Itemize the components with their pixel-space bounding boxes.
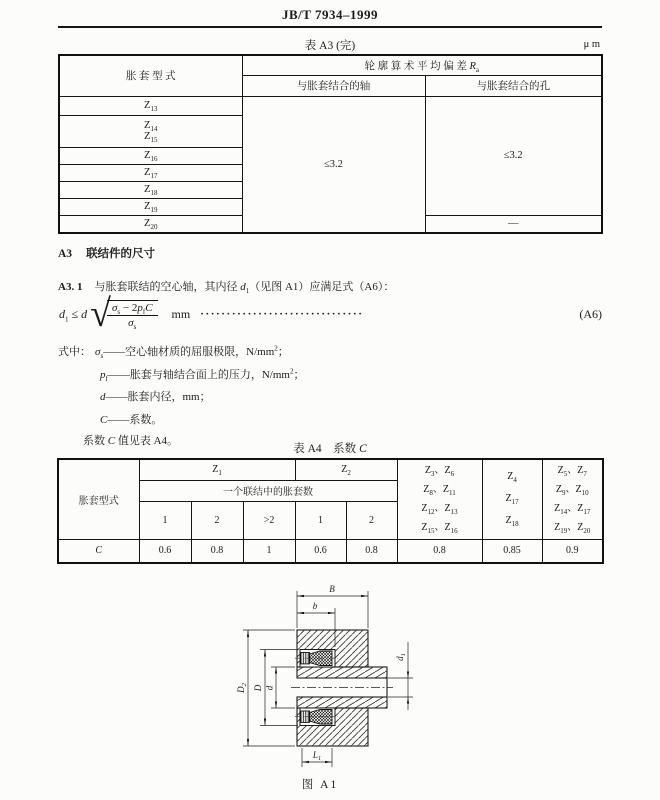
- shaft-ra-value: ≤3.2: [242, 96, 425, 233]
- table-a3-caption: 表 A3 (完): [304, 40, 356, 52]
- c-value: 0.8: [191, 539, 243, 563]
- z1-group-header: $Z_1$: [139, 459, 295, 480]
- screw-lower: [295, 710, 338, 725]
- count-header: 一个联结中的胀套数: [139, 480, 397, 501]
- figure-a1-drawing: [235, 576, 485, 774]
- table-a4-data-row: [58, 539, 603, 563]
- dim-label-D2: $D_2$: [236, 683, 249, 693]
- symbol-definitions: [58, 340, 602, 448]
- dim-label-b: b: [312, 601, 318, 611]
- c-value: 0.85: [482, 539, 542, 563]
- c-value: 0.8: [346, 539, 397, 563]
- dimension-d1: [388, 642, 413, 710]
- definition-line: d——胀套内径，mm；: [100, 391, 211, 404]
- table-a4-header-row1: [58, 459, 603, 480]
- col-ra-header: 轮 廓 算 术 平 均 偏 差 $R_a$: [242, 55, 602, 75]
- dim-label-D: D: [253, 684, 263, 692]
- type-z18: $Z_{18}$: [59, 181, 242, 198]
- type-z20: $Z_{20}$: [59, 215, 242, 233]
- standard-number: JB/T 7934–1999: [282, 7, 378, 22]
- subcol-2b: 2: [346, 501, 397, 539]
- c-value: 1: [243, 539, 295, 563]
- type-group-1: $Z_3$、$Z_6$ $Z_8$、$Z_{11}$ $Z_{12}$、$Z_{13}$ $Z_{15}$、$Z_{16}$: [397, 459, 482, 539]
- hole-ra-value: ≤3.2: [425, 96, 602, 215]
- table-a3-unit: μ m: [583, 39, 600, 50]
- fraction: $\frac{\sigma_s - 2p_fC}{\sigma_s}$: [107, 300, 158, 329]
- formula-lhs: $d_1$: [59, 306, 69, 323]
- col-type-header: 胀套型式: [58, 459, 139, 539]
- paragraph-a3-1: A3. 1 与胀套联结的空心轴，其内径 $d_1$（见图 A1）应满足式（A6）：: [58, 281, 395, 296]
- figure-a1-caption: 图 A1: [301, 779, 339, 791]
- col-hole-header: 与胀套结合的孔: [425, 75, 602, 96]
- dim-label-B: B: [329, 584, 335, 594]
- col-shaft-header: 与胀套结合的轴: [242, 75, 425, 96]
- col-type-header: 胀 套 型 式: [59, 55, 242, 96]
- dim-label-d1: $d_1$: [395, 653, 408, 661]
- c-value: 0.9: [542, 539, 603, 563]
- definition-line: 式中： $\sigma_s——$空心轴材质的屈服极限，$N/mm^2$；: [58, 344, 289, 361]
- table-a4: [57, 458, 604, 564]
- table-a4-caption: 表 A4 系数 C: [293, 443, 367, 455]
- c-value: 0.6: [295, 539, 346, 563]
- type-z14-z15: $Z_{14}$ $Z_{15}$: [59, 115, 242, 147]
- shaft-upper-wall: [297, 667, 387, 678]
- type-group-2: $Z_4$ $Z_{17}$ $Z_{18}$: [482, 459, 542, 539]
- definition-line: C——系数。: [100, 413, 163, 426]
- section-a3-heading: A3 联结件的尺寸: [58, 248, 156, 260]
- hole-ra-dash: —: [425, 215, 602, 233]
- table-a3-header-row1: [59, 55, 602, 75]
- dim-label-L1: $L_1$: [312, 750, 322, 763]
- z2-group-header: $Z_2$: [295, 459, 397, 480]
- formula-a6: $d_1$ ≤ d √ $\frac{\sigma_s - 2p_fC}{\sigma_s}$ mm ······························· (A6): [59, 292, 602, 336]
- row-label-c: C: [58, 539, 139, 563]
- type-z13: $Z_{13}$: [59, 96, 242, 115]
- subcol-1b: 1: [295, 501, 346, 539]
- screw-upper: [295, 651, 338, 666]
- table-a3: [58, 54, 603, 234]
- c-value: 0.8: [397, 539, 482, 563]
- c-value: 0.6: [139, 539, 191, 563]
- subcol-gt2: >2: [243, 501, 295, 539]
- subcol-1: 1: [139, 501, 191, 539]
- dimension-B: [297, 591, 368, 628]
- dot-leader: ·······························: [200, 308, 364, 320]
- see-table-note: 系数 C 值见表 A4。: [83, 435, 179, 447]
- type-z19: $Z_{19}$: [59, 198, 242, 215]
- header-rule: [58, 26, 602, 28]
- type-z17: $Z_{17}$: [59, 164, 242, 181]
- type-z16: $Z_{16}$: [59, 147, 242, 164]
- definition-line: $p_f——$胀套与轴结合面上的压力，$N/mm^2$；: [100, 367, 305, 383]
- subcol-2: 2: [191, 501, 243, 539]
- table-row: [59, 96, 602, 115]
- shaft-lower-wall: [297, 697, 387, 708]
- equation-number: (A6): [579, 306, 602, 321]
- type-group-3: $Z_5$、$Z_7$ $Z_9$、$Z_{10}$ $Z_{14}$、$Z_{17}$ $Z_{19}$、$Z_{20}$: [542, 459, 603, 539]
- dim-label-d: d: [264, 685, 275, 691]
